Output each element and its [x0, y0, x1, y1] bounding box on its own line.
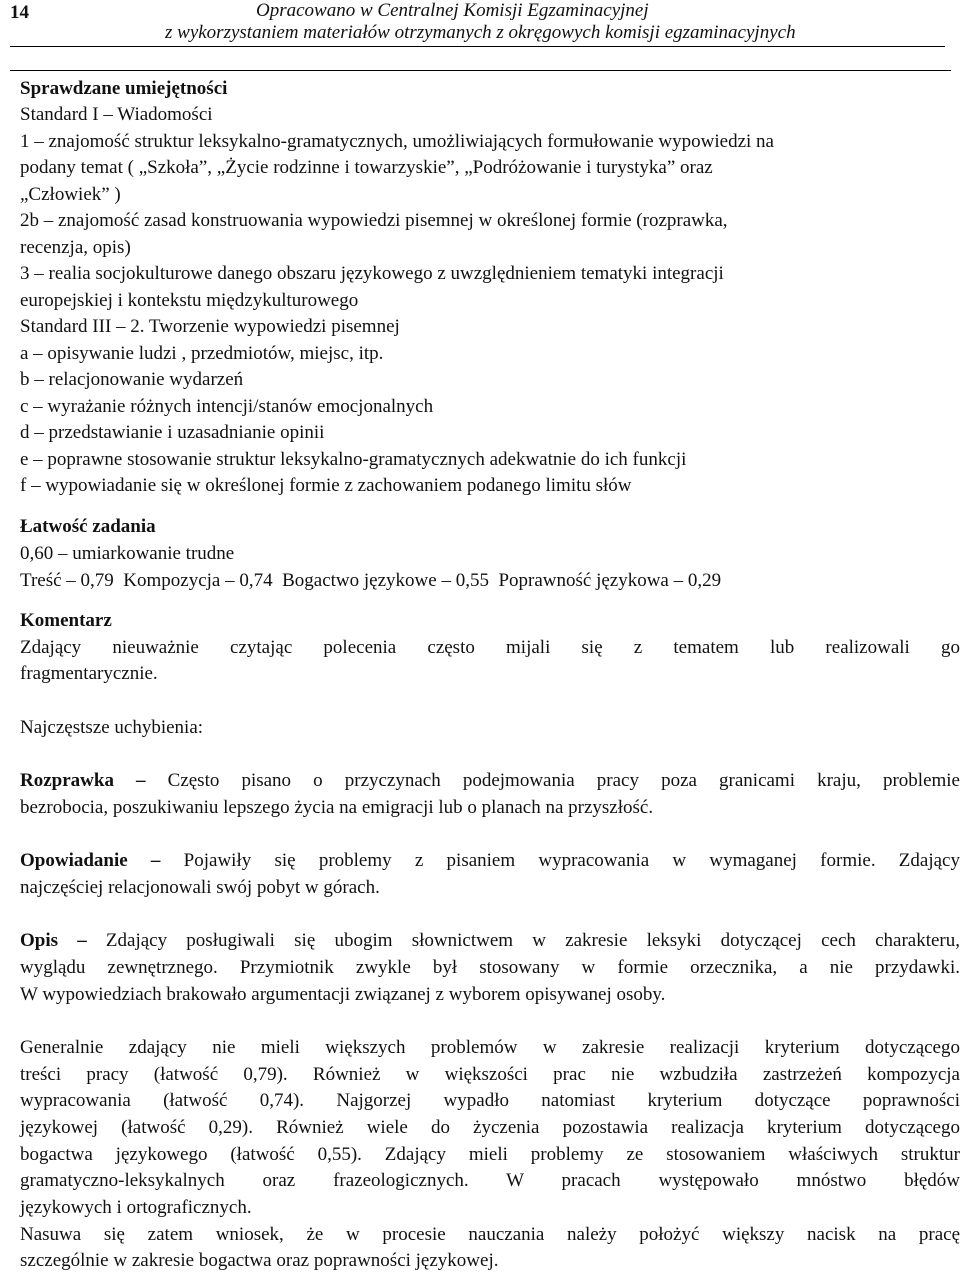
desc-paragraph-line: wyglądu zewnętrznego. Przymiotnik zwykle był stosowany w formie orzecznika, a nie przydawki.: [20, 957, 960, 978]
comment-heading: Komentarz: [20, 610, 112, 631]
skills-line: europejskiej i kontekstu międzykulturowego: [20, 290, 359, 311]
skills-line: f – wypowiadanie się w określonej formie z zachowaniem podanego limitu słów: [20, 475, 632, 496]
story-paragraph-line: Opowiadanie – Pojawiły się problemy z pisaniem wypracowania w wymaganej formie. Zdający: [20, 850, 960, 871]
comment-intro-line: fragmentarycznie.: [20, 663, 158, 684]
difficulty-heading: Łatwość zadania: [20, 516, 156, 537]
skills-line: „Człowiek” ): [20, 184, 121, 205]
essay-label: Rozprawka –: [20, 770, 146, 791]
header-rule: [10, 46, 945, 47]
general-paragraph-line: gramatyczno-leksykalnych oraz frazeologicznych. W pracach występowało mnóstwo błędów: [20, 1170, 960, 1191]
general-paragraph-line: treści pracy (łatwość 0,79). Również w większości prac nie wzbudziła zastrzeżeń kompozycja: [20, 1064, 960, 1085]
skills-line: a – opisywanie ludzi , przedmiotów, miejsc, itp.: [20, 343, 384, 364]
skills-line: d – przedstawianie i uzasadnianie opinii: [20, 422, 325, 443]
comment-intro-line: Zdający nieuważnie czytając polecenia często mijali się z tematem lub realizowali go: [20, 637, 960, 658]
desc-paragraph-line: W wypowiedziach brakowało argumentacji związanej z wyborem opisywanej osoby.: [20, 984, 666, 1005]
page-header: [10, 0, 945, 44]
header-line-1: Opracowano w Centralnej Komisji Egzaminacyjnej: [256, 0, 649, 21]
skills-line: recenzja, opis): [20, 237, 131, 258]
header-line-2: z wykorzystaniem materiałów otrzymanych z okręgowych komisji egzaminacyjnych: [165, 22, 796, 43]
general-paragraph-line: wypracowania (łatwość 0,74). Najgorzej wypadło natomiast kryterium dotyczące poprawności: [20, 1090, 960, 1111]
conclusion-line: Nasuwa się zatem wniosek, że w procesie nauczania należy położyć większy nacisk na pracę: [20, 1224, 960, 1245]
skills-line: Standard I – Wiadomości: [20, 104, 213, 125]
essay-paragraph-line: Rozprawka – Często pisano o przyczynach podejmowania pracy poza granicami kraju, problemie: [20, 770, 960, 791]
difficulty-criteria: Treść – 0,79 Kompozycja – 0,74 Bogactwo językowe – 0,55 Poprawność językowa – 0,29: [20, 570, 722, 591]
skills-heading: Sprawdzane umiejętności: [20, 78, 228, 99]
skills-line: 1 – znajomość struktur leksykalno-gramatycznych, umożliwiających formułowanie wypowiedzi na: [20, 131, 774, 152]
skills-line: c – wyrażanie różnych intencji/stanów emocjonalnych: [20, 396, 434, 417]
errors-heading: Najczęstsze uchybienia:: [20, 717, 204, 738]
skills-line: podany temat ( „Szkoła”, „Życie rodzinne i towarzyskie”, „Podróżowanie i turystyka” oraz: [20, 157, 713, 178]
skills-line: b – relacjonowanie wydarzeń: [20, 369, 244, 390]
general-paragraph-line: bogactwa językowego (łatwość 0,55). Zdający mieli problemy ze stosowaniem właściwych struktur: [20, 1144, 960, 1165]
story-label: Opowiadanie –: [20, 850, 161, 871]
desc-label: Opis –: [20, 930, 87, 951]
page-number: 14: [10, 2, 29, 23]
general-paragraph-line: Generalnie zdający nie mieli większych problemów w zakresie realizacji kryterium dotyczącego: [20, 1037, 960, 1058]
section-divider: [10, 70, 951, 71]
general-paragraph-line: językowych i ortograficznych.: [20, 1197, 252, 1218]
desc-paragraph-line: Opis – Zdający posługiwali się ubogim słownictwem w zakresie leksyki dotyczącej cech charakteru,: [20, 930, 960, 951]
difficulty-overall: 0,60 – umiarkowanie trudne: [20, 543, 235, 564]
essay-paragraph-line: bezrobocia, poszukiwaniu lepszego życia na emigracji lub o planach na przyszłość.: [20, 797, 654, 818]
conclusion-line: szczególnie w zakresie bogactwa oraz poprawności językowej.: [20, 1250, 499, 1271]
skills-line: e – poprawne stosowanie struktur leksykalno-gramatycznych adekwatnie do ich funkcji: [20, 449, 687, 470]
story-paragraph-line: najczęściej relacjonowali swój pobyt w górach.: [20, 877, 380, 898]
skills-line: Standard III – 2. Tworzenie wypowiedzi pisemnej: [20, 316, 400, 337]
skills-line: 2b – znajomość zasad konstruowania wypowiedzi pisemnej w określonej formie (rozprawka,: [20, 210, 728, 231]
general-paragraph-line: językowej (łatwość 0,29). Również wiele do życzenia pozostawia realizacja kryterium dotyczącego: [20, 1117, 960, 1138]
skills-line: 3 – realia socjokulturowe danego obszaru językowego z uwzględnieniem tematyki integracji: [20, 263, 724, 284]
